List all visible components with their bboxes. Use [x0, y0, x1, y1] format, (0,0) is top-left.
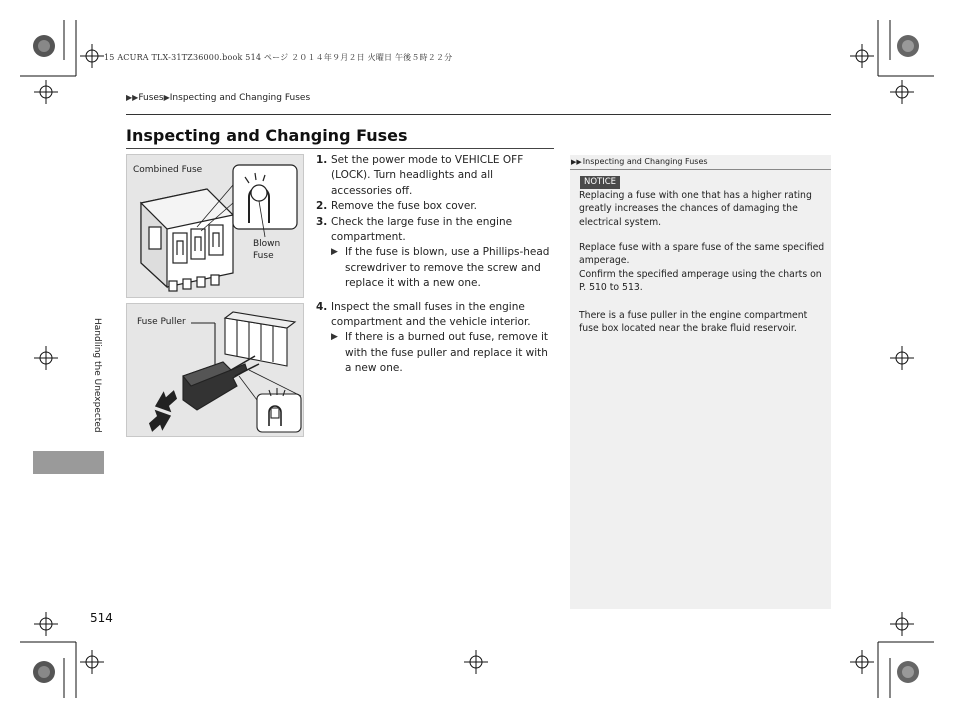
- section-side-label-text: Handling the Unexpected: [92, 318, 102, 433]
- step-4-substep: [316, 330, 556, 376]
- puller-location-paragraph: There is a fuse puller in the engine compartment fuse box located near the brake fluid reservoir.: [579, 310, 808, 335]
- section-side-label: [90, 318, 102, 450]
- step-text: Inspect the small fuses in the engine compartment and the vehicle interior.: [331, 300, 531, 329]
- step-number: 3.: [316, 215, 328, 228]
- combined-fuse-figure: [126, 154, 304, 298]
- fuse-puller-illustration: [127, 304, 303, 436]
- page-title: Inspecting and Changing Fuses: [126, 126, 408, 145]
- breadcrumb-arrow-icon: ▶: [163, 93, 170, 102]
- step-number: 4.: [316, 300, 328, 313]
- fuse-puller-figure: [126, 303, 304, 437]
- page-number: 514: [90, 611, 113, 625]
- spare-fuse-paragraph: Replace fuse with a spare fuse of the same specified amperage. Confirm the specified amperage using the charts on P. 510 to 513.: [579, 242, 825, 294]
- step-text: Check the large fuse in the engine compartment.: [331, 215, 513, 244]
- sidebar-heading-text: Inspecting and Changing Fuses: [582, 157, 708, 166]
- breadcrumb: [126, 93, 310, 103]
- sub-arrow-icon: ▶: [331, 332, 338, 343]
- substep-text: If there is a burned out fuse, remove it with the fuse puller and replace it with a new one.: [345, 331, 549, 375]
- blown-fuse-label-line2: Fuse: [253, 251, 274, 261]
- combined-fuse-illustration: [127, 155, 303, 297]
- fuse-puller-label: Fuse Puller: [137, 317, 186, 327]
- sidebar-heading: [570, 155, 831, 170]
- header-rule: [126, 114, 831, 115]
- notice-paragraph: Replacing a fuse with one that has a higher rating greatly increases the chances of damaging the electrical system.: [579, 190, 812, 228]
- reference-arrow-icon: ▶▶: [571, 158, 582, 166]
- step-4: [316, 300, 556, 331]
- section-tab[interactable]: [33, 451, 104, 474]
- step-text: Remove the fuse box cover.: [331, 200, 478, 213]
- notice-badge: NOTICE: [580, 176, 620, 189]
- step-number: 2.: [316, 200, 328, 213]
- step-3-substep: [316, 245, 556, 291]
- blown-fuse-label-line1: Blown: [253, 239, 281, 249]
- title-rule: [126, 148, 554, 149]
- step-text: Set the power mode to VEHICLE OFF (LOCK). Turn headlights and all accessories off.: [331, 154, 524, 197]
- breadcrumb-item-fuses[interactable]: Fuses: [138, 93, 164, 103]
- breadcrumb-item-current: Inspecting and Changing Fuses: [169, 93, 311, 103]
- combined-fuse-label: Combined Fuse: [133, 165, 203, 175]
- step-number: 1.: [316, 154, 328, 166]
- step-1: [316, 153, 556, 199]
- notes-sidebar: [570, 155, 831, 609]
- step-2: [316, 199, 556, 214]
- print-info-line: 15 ACURA TLX-31TZ36000.book 514 ページ ２０１４年９月２日 火曜日 午後５時２２分: [104, 53, 453, 62]
- step-3: [316, 215, 556, 246]
- instruction-steps: [316, 153, 556, 377]
- breadcrumb-arrow-icon: ▶▶: [126, 93, 139, 102]
- sub-arrow-icon: ▶: [331, 247, 338, 258]
- substep-text: If the fuse is blown, use a Phillips-head screwdriver to remove the screw and replace it with a new one.: [345, 246, 550, 290]
